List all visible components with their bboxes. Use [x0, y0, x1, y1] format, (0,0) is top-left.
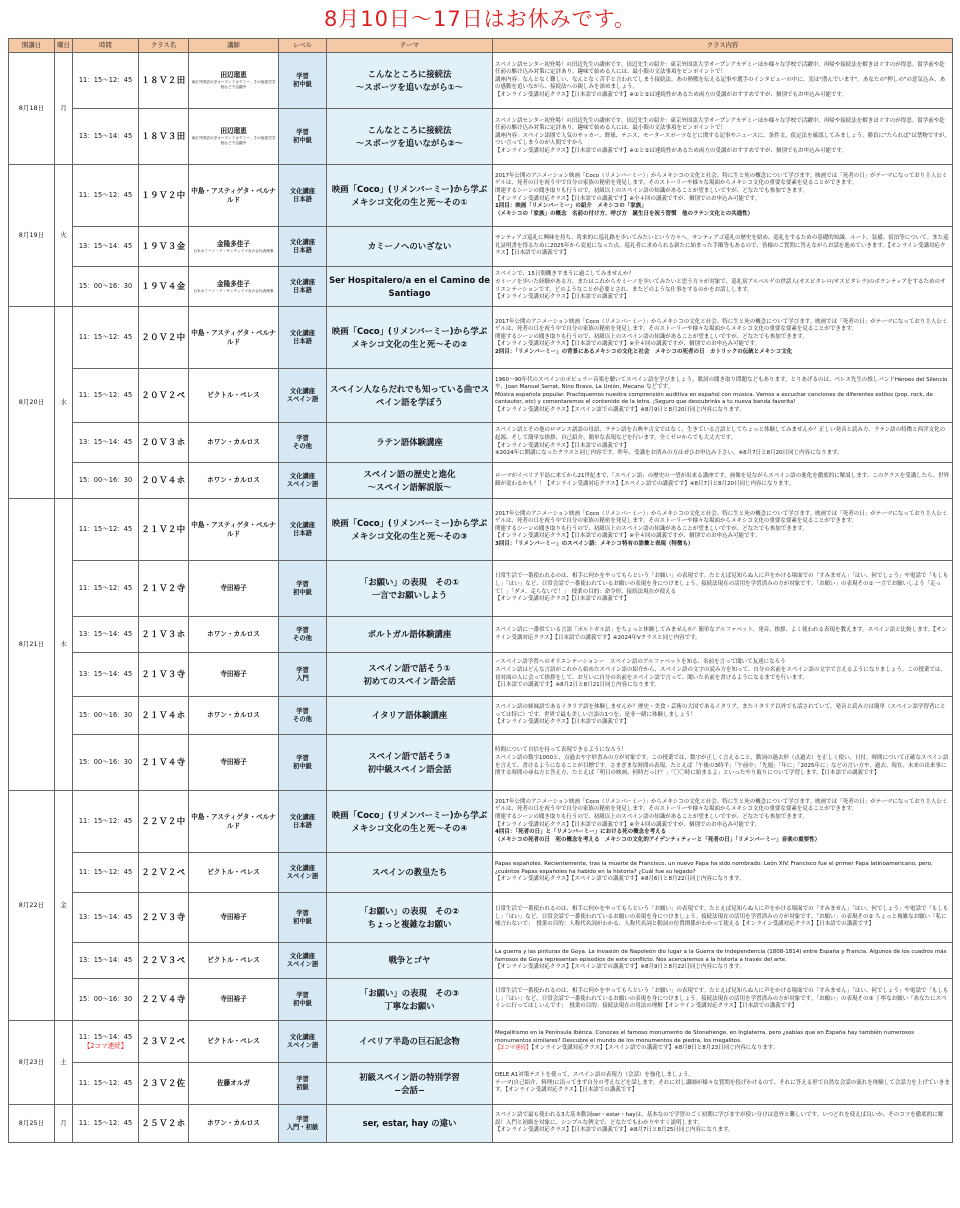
instructor-cell: [189, 617, 279, 653]
description-cell: [493, 943, 953, 979]
schedule-table: [8, 38, 953, 1143]
instructor-name: 寺田裕子: [220, 995, 247, 1004]
level-cell: 学習 初級: [279, 1063, 327, 1105]
instructor-cell: [189, 735, 279, 791]
description-text: Megalitismo en la Península Ibérica. Conoces el famoso monumento de Stonehenge, en Inglaterra, pero ¿sabías que en España hay también numerosos monumentos similares? Descubre el mundo de los monumentos de piedra, los megalitos.: [495, 1030, 915, 1044]
table-row: [9, 165, 953, 227]
description-text: Papas españoles. Recientemente, tras la muerte de Francisco, un nuevo Papa ha sido nombrado: León XIV. Francisco fue el primer Papa latinoamericano, pero, ¿cuántos Papas españoles ha habido en la historia? ¿Cuál fue su legado? 【オンライン受講対応クラス】【スペイン語での講義です】※8月6日と8月22日同じ内容になります。: [495, 861, 933, 883]
description-after: 【オンライン受講対応クラス】【スペイン語での講義です】※8月8日と8月23日同じ内容になります。: [531, 1045, 779, 1052]
theme-cell: ポルトガル語体験講座: [327, 617, 493, 653]
theme-cell: イタリア語体験講座: [327, 697, 493, 735]
theme-cell: ラテン語体験講座: [327, 423, 493, 463]
time-text: 15：00〜16：30: [78, 711, 133, 720]
weekday-cell: 木: [55, 499, 73, 791]
time-cell: [73, 423, 139, 463]
weekday-cell: 火: [55, 165, 73, 307]
description-text: 2017年公開のアニメーション映画「Coco（リメンバーミー）」からメキシコの文化と社会、特に生と死の概念について学びます。映画では「死者の日」がテーマになっており主人公ミゲルは、死者の日を祝う中で自分の家族の秘密を発見します。そのストーリーや様々な場面からメキシコ文化の重要な要素を見ることができます。 関連するシーンの聞き取りも行うので、初級以上のスペイン語の知識があることが望ましいですが、どなたでも参加できます。 【オンライン受講対応クラス】【日本語での講義です】※全４回の講義ですが、個別でのお申込み可能です。: [495, 510, 948, 540]
time-cell: [73, 853, 139, 893]
class-code: ２３Ｖ２ペ: [139, 1021, 189, 1063]
time-cell: [73, 499, 139, 561]
description-cell: [493, 697, 953, 735]
time-cell: [73, 653, 139, 697]
time-text: 11：15〜12：45: [78, 191, 133, 200]
theme-cell: 「お願い」の表現 その① 一言でお願いしよう: [327, 561, 493, 617]
instructor-cell: [189, 307, 279, 369]
description-cell: [493, 979, 953, 1021]
time-cell: [73, 53, 139, 109]
level-cell: 文化講座 日本語: [279, 267, 327, 307]
description-text: 日常生活で一番使われるのは、相手に何かをやってもらという「お願い」の表現です。たとえば見知らぬ人に声をかける場面での「すみません」「はい、何でしょう」や電話で「もしもし」「はい」など、日常会話で一番使われているお願いの表現を身につけましょう。接続法現在の活用を学習済みの方が対象です。「お願い」の表現その① 一言でお願いしよう「走って！」「ダメ、走らないで！」 授業の目的：命令形、接続法現在が使える 【オンライン受講対応クラス】【日本語での講義です】: [495, 573, 949, 603]
time-text: 11：15〜12：45: [78, 391, 133, 400]
class-code: ２０Ｖ４ホ: [139, 463, 189, 499]
schedule-body: [9, 53, 953, 1143]
table-row: [9, 735, 953, 791]
table-row: [9, 267, 953, 307]
instructor-name: ホワン・カルロス: [207, 711, 260, 720]
time-note: 【2コマ連続】: [83, 1041, 128, 1050]
theme-cell: 「お願い」の表現 その② ちょっと複雑なお願い: [327, 893, 493, 943]
table-row: [9, 617, 953, 653]
time-text: 11：15〜12：45: [78, 1079, 133, 1088]
weekday-cell: 土: [55, 1021, 73, 1105]
description-cell: [493, 165, 953, 227]
instructor-name: 中島・アスティゲタ・ベルナルド: [191, 813, 276, 830]
class-code: ２２Ｖ３ペ: [139, 943, 189, 979]
instructor-name: ホワン・カルロス: [207, 438, 260, 447]
instructor-name: 寺田裕子: [220, 913, 247, 922]
level-cell: 学習 初中級: [279, 109, 327, 165]
theme-cell: 戦争とゴヤ: [327, 943, 493, 979]
level-cell: 学習 初中級: [279, 893, 327, 943]
theme-cell: スペイン語で話そう① 初めてのスペイン語会話: [327, 653, 493, 697]
time-text: 11：15〜12：45: [78, 525, 133, 534]
weekday-cell: 金: [55, 791, 73, 1021]
instructor-cell: [189, 369, 279, 423]
header-row: [9, 39, 953, 53]
description-cell: [493, 267, 953, 307]
instructor-affiliation: 日本カミーノ・デ・サンティアゴ友の会代表理事: [193, 288, 274, 293]
instructor-affiliation: 東京外国語大学オープンアカデミー、その他語学学校などで活躍中: [191, 136, 276, 146]
table-row: [9, 109, 953, 165]
level-cell: 学習 その他: [279, 423, 327, 463]
table-row: [9, 791, 953, 853]
instructor-name: 田辺瑠恵: [220, 127, 247, 136]
level-cell: 学習 入門: [279, 653, 327, 697]
instructor-cell: [189, 893, 279, 943]
time-cell: [73, 697, 139, 735]
weekday-cell: 月: [55, 1105, 73, 1143]
instructor-cell: [189, 1063, 279, 1105]
level-cell: 文化講座 日本語: [279, 165, 327, 227]
instructor-cell: [189, 499, 279, 561]
header-time: 時間: [73, 39, 139, 53]
time-cell: [73, 463, 139, 499]
description-text: 2017年公開のアニメーション映画「Coco（リメンバーミー）」からメキシコの文化と社会、特に生と死の概念について学びます。映画では「死者の日」がテーマになっており主人公ミゲルは、死者の日を祝う中で自分の家族の秘密を発見します。そのストーリーや様々な場面からメキシコ文化の重要な要素を見ることができます。 関連するシーンの聞き取りも行うので、初級以上のスペイン語の知識があることが望ましいですが、どなたでも参加できます。 【オンライン受講対応クラス】【日本語での講義です】※全４回の講義ですが、個別でのお申込み可能です。: [495, 172, 948, 202]
time-cell: [73, 561, 139, 617]
instructor-name: 金隆多佳子: [217, 239, 250, 248]
time-cell: [73, 735, 139, 791]
instructor-cell: [189, 267, 279, 307]
date-cell: 8月23日: [9, 1021, 55, 1105]
level-cell: 学習 初中級: [279, 735, 327, 791]
instructor-name: 寺田裕子: [220, 758, 247, 767]
instructor-name: 中島・アスティゲタ・ベルナルド: [191, 329, 276, 346]
table-row: [9, 227, 953, 267]
class-code: １９Ｖ４金: [139, 267, 189, 307]
holiday-notice: 8月10日〜17日はお休みです。: [323, 7, 637, 31]
class-code: ２５Ｖ２ホ: [139, 1105, 189, 1143]
description-cell: [493, 423, 953, 463]
level-cell: 学習 入門・初級: [279, 1105, 327, 1143]
time-text: 13：15〜14：45: [78, 242, 133, 251]
description-text: DELE A1対策テストを使って、スペイン語の表現力（会話）を強化しましょう。 テーマ(自己紹介、料理)に沿ってまず自分の考えなどを話します。それに対し講師が様々な質問を投げかけるので、それに答える形で自然な会話の流れを体験して会話力を上げていきます。【オンライン受講対応クラス】【日本語での講義です】: [495, 1072, 950, 1094]
instructor-cell: [189, 561, 279, 617]
level-cell: 文化講座 日本語: [279, 307, 327, 369]
level-cell: 文化講座 スペイン語: [279, 1021, 327, 1063]
instructor-cell: [189, 979, 279, 1021]
time-text: 13：15〜14：45: [78, 956, 133, 965]
description-cell: [493, 893, 953, 943]
theme-cell: Ser Hospitalero/a en el Camino de Santiago: [327, 267, 493, 307]
class-code: １９Ｖ３金: [139, 227, 189, 267]
instructor-cell: [189, 1105, 279, 1143]
time-text: 13：15〜14：45: [78, 438, 133, 447]
class-code: ２１Ｖ３ホ: [139, 617, 189, 653]
description-highlight: 3回目：「リメンバーミー」のスペイン語：メキシコ特有の語彙と表現（特徴も）: [495, 540, 694, 547]
time-text: 15：00〜16：30: [78, 758, 133, 767]
description-text: サンティアゴ巡礼に興味を持ち、将来的に巡礼路を歩いてみたいという方々へ。サンティアゴ巡礼の歴史を紐め、巡礼をするための基礎的知識、ルート、装備、宿泊等について。また巡礼証明書を得るために2025年から変更になった点、巡礼者に求められる新たに始まった手順等もあるので、皆様のご質問に答えながらお話を進めていきます。【オンライン受講対応クラス】【日本語での講義です】: [495, 235, 949, 257]
instructor-name: ビクトル・ペレス: [207, 868, 260, 877]
instructor-affiliation: 日本カミーノ・デ・サンティアゴ友の会代表理事: [193, 248, 274, 253]
description-cell: [493, 109, 953, 165]
time-text: 11：15〜12：45: [78, 868, 133, 877]
date-cell: 8月25日: [9, 1105, 55, 1143]
description-cell: [493, 463, 953, 499]
level-cell: 文化講座 日本語: [279, 791, 327, 853]
date-cell: 8月21日: [9, 499, 55, 791]
theme-cell: ser, estar, hay の違い: [327, 1105, 493, 1143]
instructor-cell: [189, 943, 279, 979]
description-text: 時間について自信を持って表現できるようになろう！ スペイン語の数字1000と、点過去や字形書みの方が対象です。この授業では、数字が正しく言えること、動詞の過去形（点過去）を正しく使い、日付、時間について正確なスペイン語を言えて、書けるようになることが目標です。さまざまな時間の表現、たとえば「午後の3時半」「午前中」「先週」「年に」「2025年に」などの言い方や、過去、現在、未来の出来事に関する時間の尋ね方と答え方、たとえば「明日の映画、何時だっけ？」「〇〇時に始まるよ」といったやり取りについて学習します。【日本語での講義です】: [495, 747, 949, 777]
time-cell: [73, 165, 139, 227]
description-text: 2017年公開のアニメーション映画「Coco（リメンバーミー）」からメキシコの文化と社会、特に生と死の概念について学びます。映画では「死者の日」がテーマになっており主人公ミゲルは、死者の日を祝う中で自分の家族の秘密を発見します。そのストーリーや様々な場面からメキシコ文化の重要な要素を見ることができます。 関連するシーンの聞き取りも行うので、初級以上のスペイン語の知識があることが望ましいですが、どなたでも参加できます。 【オンライン受講対応クラス】【日本語での講義です】※全４回の講義ですが、個別でのお申込み可能です。: [495, 318, 948, 348]
weekday-cell: 水: [55, 307, 73, 499]
instructor-cell: [189, 853, 279, 893]
time-cell: [73, 943, 139, 979]
class-code: ２１Ｖ４寺: [139, 735, 189, 791]
instructor-cell: [189, 463, 279, 499]
level-cell: 学習 その他: [279, 617, 327, 653]
time-cell: [73, 617, 139, 653]
level-cell: 文化講座 スペイン語: [279, 853, 327, 893]
theme-cell: 映画「Coco」(リメンバーミー)から学ぶ メキシコ文化の生と死〜その①: [327, 165, 493, 227]
description-cell: [493, 617, 953, 653]
instructor-name: ビクトル・ペレス: [207, 956, 260, 965]
theme-cell: 映画「Coco」(リメンバーミー)から学ぶ メキシコ文化の生と死〜その②: [327, 307, 493, 369]
level-cell: 学習 初中級: [279, 53, 327, 109]
description-cell: [493, 499, 953, 561]
time-cell: [73, 979, 139, 1021]
theme-cell: 映画「Coco」(リメンバーミー)から学ぶ メキシコ文化の生と死〜その③: [327, 499, 493, 561]
description-cell: [493, 853, 953, 893]
time-cell: [73, 267, 139, 307]
description-text: ースペイン語学習へのオリエンテーションー スペイン語のアルファベットを知る、名前を言って聞いて友達になろう スペイン語はどんな言語がこれから始めたスペイン語の紹介から、スペイン語の文字の読み方を知って、自分の名前をスペイン語の文字で言えるようになりましょう。この授業では、初対面の人に会って挨拶をして、お互いに自分の名前をスペイン語で言って、聞いた名前を書けるようになるまでを行います。 【日本語での講義です】※8月2日と8月21日同じ内容になります。: [495, 659, 946, 689]
description-text: スペインで、15日間働きすまうに過ごしてみませんか？ カミーノを歩いた経験がある方、またはこれからカミーノを歩いてみたいと思う方々が対象で、巡礼宿アルベルゲの世話人(オスピタレロ/オスピタレラ)のボランティアをするためのオリエンテーションです。どのようなことが必要とされ、またどのような仕事をするのかをお話しします。 【オンライン受講対応クラス】【日本語での講義です】: [495, 271, 946, 301]
instructor-name: 寺田裕子: [220, 670, 247, 679]
class-code: ２０Ｖ２ペ: [139, 369, 189, 423]
level-cell: 学習 初中級: [279, 979, 327, 1021]
description-text: 日常生活で一番使われるのは、相手に何かをやってもらという「お願い」の表現です。たとえば見知らぬ人に声をかける場面での「すみません」「はい、何でしょう」や電話で「もしもし」「はい」など、日常会話で一番使われているお願いの表現を身につけましょう。接続法現在の活用を学習済みの方が対象です。「お願い」の表現その② ちょっと複雑なお願い「私に嘘言わないで」 授業の目的：人称代名詞がわかる、人称代名詞と動詞の位置関係がわかって使える【オンライン受講対応クラス】【日本語での講義です】: [495, 906, 949, 928]
instructor-cell: [189, 423, 279, 463]
time-text: 11：15〜12：45: [78, 333, 133, 342]
class-code: ２１Ｖ３寺: [139, 653, 189, 697]
instructor-cell: [189, 165, 279, 227]
class-code: １８Ｖ３田: [139, 109, 189, 165]
time-text: 13：15〜14：45: [78, 630, 133, 639]
table-row: [9, 893, 953, 943]
table-row: [9, 307, 953, 369]
table-row: [9, 369, 953, 423]
time-text: 15：00〜16：30: [78, 995, 133, 1004]
description-cell: [493, 1063, 953, 1105]
table-row: [9, 979, 953, 1021]
time-text: 13：15〜14：45: [78, 132, 133, 141]
table-row: [9, 463, 953, 499]
description-cell: [493, 1105, 953, 1143]
date-cell: 8月20日: [9, 307, 55, 499]
instructor-name: 中島・アスティゲタ・ベルナルド: [191, 521, 276, 538]
theme-cell: スペイン語で話そう③ 初中級スペイン語会話: [327, 735, 493, 791]
instructor-name: 寺田裕子: [220, 584, 247, 593]
description-text: スペイン語に一番似ている言語「ポルトガル語」をちょっと体験してみませんか？簡単なアルファベット、発音、挨拶、よく使われる表現を教えます。スペイン語と比較します。【オンライン受講対応クラス】【日本語での講義です】※2024年Vクラスと同じ内容です。: [495, 626, 947, 641]
instructor-cell: [189, 1021, 279, 1063]
theme-cell: 映画「Coco」(リメンバーミー)から学ぶ メキシコ文化の生と死〜その④: [327, 791, 493, 853]
instructor-affiliation: 東京外国語大学オープンアカデミー、その他語学学校などで活躍中: [191, 80, 276, 90]
theme-cell: こんなところに接続法 〜スポーツを追いながら②〜: [327, 109, 493, 165]
description-text: スペイン語の姉妹語であるイタリア語を体験しませんか？歴史・美食・芸術の大国であるイタリア、またイタリア以外でも話されていて、発音と読み方は簡単（スペイン語学習者にとっては特に）です。世界で最も美しい言語の1つを、是非一緒に体験しましょう！ 【オンライン受講対応クラス】【日本語での講義です】: [495, 704, 946, 726]
date-cell: 8月18日: [9, 53, 55, 165]
time-cell: [73, 1063, 139, 1105]
instructor-cell: [189, 653, 279, 697]
theme-cell: カミーノへのいざない: [327, 227, 493, 267]
time-text: 11：15〜12：45: [78, 817, 133, 826]
header-class: クラス名: [139, 39, 189, 53]
table-row: [9, 853, 953, 893]
description-text: スペイン語センター初登場！の田辺先生の講座です。田辺先生の紹介：東京外国語大学オープンアカデミーほか様々な学校で活躍中。再帰や接続法を解きほぐすのが得意。留学前や赴任前の駆け込み対策に定評あり。趣味で始める人には、最小限の文法事項をピンポイントで！ 講座内容：スペイン語圏で人気のサッカー、野球、テニス、モータースポーツなどに関する記事やニュースに、条件文、仮定法を確認してみましょう。勝負に"たられば"は禁物ですが、つい言ってしまうのが人間ですから 【オンライン受講対応クラス】【日本語での講義です】※①と②は連続性があるため両方の受講がおすすめですが、個別でもお申込み可能です。: [495, 117, 950, 154]
description-cell: [493, 53, 953, 109]
description-text: ローマがイベリア半島に来てから21世紀まで、「スペイン語」の歴史の一望が出来る講座です。画像を見ながらスペイン語の進化を徹底的に解説します。このクラスを受講したら、世界観が変わるかも？！【オンライン受講対応クラス】【スペイン語での講義です】※8月7日と8月20日同じ内容になります。: [495, 472, 950, 487]
time-text: 13：15〜14：45: [78, 913, 133, 922]
time-cell: [73, 369, 139, 423]
header-content: クラス内容: [493, 39, 953, 53]
time-cell: [73, 791, 139, 853]
description-cell: [493, 1021, 953, 1063]
description-cell: [493, 735, 953, 791]
level-cell: 文化講座 スペイン語: [279, 943, 327, 979]
header-weekday: 曜日: [55, 39, 73, 53]
weekday-cell: 月: [55, 53, 73, 165]
instructor-cell: [189, 109, 279, 165]
description-text: スペイン語で最も使われる3大基本動詞ser・estar・hayは、基本なので学習のごく初期に学びますが使い分けは意外と難しいです。いつどれを使えば良いか、そのコツを徹底的に解説！入門と初級を対象に、シンプルな例文で、どなたでもわかりやすく説明します。 【オンライン受講対応クラス】【日本語での講義です】※8月7日と8月25日同じ内容になります。: [495, 1112, 944, 1134]
theme-cell: イベリア半島の巨石記念物: [327, 1021, 493, 1063]
description-cell: [493, 227, 953, 267]
instructor-cell: [189, 791, 279, 853]
time-text: 15：00〜16：30: [78, 282, 133, 291]
table-row: [9, 653, 953, 697]
time-text: 13：15〜14：45: [78, 670, 133, 679]
table-row: [9, 1105, 953, 1143]
class-code: ２２Ｖ２ペ: [139, 853, 189, 893]
description-text: 2017年公開のアニメーション映画「Coco（リメンバーミー）」からメキシコの文化と社会、特に生と死の概念について学びます。映画では「死者の日」がテーマになっており主人公ミゲルは、死者の日を祝う中で自分の家族の秘密を発見します。そのストーリーや様々な場面からメキシコ文化の重要な要素を見ることができます。 関連するシーンの聞き取りも行うので、初級以上のスペイン語の知識があることが望ましいですが、どなたでも参加できます。 【オンライン受講対応クラス】【日本語での講義です】※全４回の講義ですが、個別でのお申込み可能です。: [495, 798, 948, 828]
time-text: 11：15〜12：45: [78, 1119, 133, 1128]
description-cell: [493, 561, 953, 617]
class-code: ２１Ｖ２寺: [139, 561, 189, 617]
table-row: [9, 423, 953, 463]
description-text: 1960〜90年代のスペインのポピュラー音楽を聴いてスペイン語を学びましょう。歌詞の聞き取り問題などもあります。とりあげるのは、ペレス先生の推しバンドHéroes del Silencioや、Joan Manuel Serrat, Nino Bravo, La Unión, Mecano などです。 Música española popular. Practiquemos nuestra comprensión auditiva en español con música. Vamos a escuchar canciones de diferentes estilos (pop, rock, de cantautor, etc) y comentaremos el contenido de la letra. ¡Seguro que descubrirás a tu nueva banda favorita! 【オンライン受講対応クラス】【スペイン語での講義です】※8月9日と8月20日同じ内容になります。: [495, 376, 948, 413]
time-cell: [73, 1021, 139, 1063]
instructor-cell: [189, 697, 279, 735]
time-cell: [73, 227, 139, 267]
description-note: 【2コマ連続】: [495, 1045, 532, 1052]
time-text: 11：15〜14：45: [78, 1033, 133, 1042]
instructor-cell: [189, 227, 279, 267]
time-text: 15：00〜16：30: [78, 476, 133, 485]
table-row: [9, 943, 953, 979]
time-cell: [73, 893, 139, 943]
header-level: レベル: [279, 39, 327, 53]
time-text: 11：15〜12：45: [78, 76, 133, 85]
class-code: ２０Ｖ３ホ: [139, 423, 189, 463]
instructor-name: ホワン・カルロス: [207, 630, 260, 639]
theme-cell: スペインの教皇たち: [327, 853, 493, 893]
table-row: [9, 1063, 953, 1105]
class-code: １９Ｖ２中: [139, 165, 189, 227]
theme-cell: 「お願い」の表現 その③ 丁寧なお願い: [327, 979, 493, 1021]
theme-cell: こんなところに接続法 〜スポーツを追いながら①〜: [327, 53, 493, 109]
description-cell: [493, 369, 953, 423]
description-highlight: 2回目：「リメンバーミー」の背景にあるメキシコの文化と社会 メキシコの死者の日 カトリックの伝統とメキシコ文化: [495, 348, 793, 355]
level-cell: 文化講座 スペイン語: [279, 463, 327, 499]
time-cell: [73, 1105, 139, 1143]
table-row: [9, 499, 953, 561]
table-row: [9, 697, 953, 735]
level-cell: 学習 その他: [279, 697, 327, 735]
instructor-cell: [189, 53, 279, 109]
date-cell: 8月19日: [9, 165, 55, 307]
level-cell: 文化講座 日本語: [279, 227, 327, 267]
instructor-name: ビクトル・ペレス: [207, 391, 260, 400]
class-code: ２０Ｖ２中: [139, 307, 189, 369]
description-text: 日常生活で一番使われるのは、相手に何かをやってもらという「お願い」の表現です。たとえば見知らぬ人に声をかける場面での「すみません」「はい、何でしょう」や電話で「もしもし」「はい」など、日常会話で一番使われているお願いの表現を身につけましょう。接続法現在の活用を学習済みの方が対象です。「お願い」の表現その③ 丁寧なお願い「あなたにスペインに行ってほしいんです」 授業の目的：接続法現在の用法の理解【オンライン受講対応クラス】【日本語での講義です】: [495, 988, 949, 1010]
class-code: ２２Ｖ４寺: [139, 979, 189, 1021]
instructor-name: ビクトル・ペレス: [207, 1037, 260, 1046]
level-cell: 学習 初中級: [279, 561, 327, 617]
theme-cell: スペイン語の歴史と進化 〜スペイン語解説版〜: [327, 463, 493, 499]
description-highlight: 4回目：「死者の日」と「リメンバーミー」における死の概念を考える （メキシコの死者の日 死の概念を考える メキシコの文化的アイデンティティーと「死者の日」「リメンバーミー」音楽の重要性）: [495, 829, 821, 843]
class-code: ２３Ｖ２佐: [139, 1063, 189, 1105]
theme-cell: スペイン人ならだれでも知っている曲でス ペイン語を学ぼう: [327, 369, 493, 423]
level-cell: 文化講座 日本語: [279, 499, 327, 561]
header-theme: テーマ: [327, 39, 493, 53]
table-row: [9, 53, 953, 109]
description-cell: [493, 653, 953, 697]
class-code: ２２Ｖ２中: [139, 791, 189, 853]
class-code: ２１Ｖ４ホ: [139, 697, 189, 735]
time-cell: [73, 307, 139, 369]
description-cell: [493, 307, 953, 369]
header-instructor: 講師: [189, 39, 279, 53]
time-text: 11：15〜12：45: [78, 584, 133, 593]
instructor-name: 田辺瑠恵: [220, 71, 247, 80]
theme-cell: 初級スペイン語の特別学習 −会話−: [327, 1063, 493, 1105]
class-code: ２２Ｖ３寺: [139, 893, 189, 943]
table-row: [9, 1021, 953, 1063]
date-cell: 8月22日: [9, 791, 55, 1021]
description-text: スペイン語とその他のロマンス諸語の母語、ラテン語を古典や古文ではなく、生きている言語としてちょっと体験してみませんか？正しい発音と読み方、ラテン語の特徴と西洋文化の起源、そして簡単な挨拶、自己紹介、簡単な表現などを行います。全くゼロからでも大丈夫です。 【オンライン受講対応クラス】【日本語での講義です】 ※2024年に開講になったクラスと同じ内容です。昨年、受講をお済みの方はぜひお申込み下さい。※8月7日と8月20日同じ内容になります。: [495, 427, 946, 457]
class-code: １８Ｖ２田: [139, 53, 189, 109]
instructor-name: ホワン・カルロス: [207, 476, 260, 485]
instructor-name: ホワン・カルロス: [207, 1119, 260, 1128]
level-cell: 文化講座 スペイン語: [279, 369, 327, 423]
instructor-name: 佐藤オルガ: [217, 1079, 250, 1088]
header-date: 開講日: [9, 39, 55, 53]
time-cell: [73, 109, 139, 165]
description-cell: [493, 791, 953, 853]
table-row: [9, 561, 953, 617]
description-text: La guerra y las pinturas de Goya. La invasión de Napoleón dio lugar a la Guerra de Independencia (1808-1814) entre España y Francia. Algunos de los cuadros más famosos de Goya representan episodios de este conflicto. Nos acercaremos a la historia a través del arte. 【オンライン受講対応クラス】【スペイン語での講義です】※8月9日と8月22日同じ内容になります。: [495, 949, 947, 971]
description-note-line: [495, 1045, 950, 1053]
description-text: スペイン語センター初登場！の田辺先生の講座です。田辺先生の紹介：東京外国語大学オープンアカデミーほか様々な学校で活躍中。再帰や接続法を解きほぐすのが得意。留学前や赴任前の駆け込み対策に定評あり。趣味で始める人には、最小限の文法事項をピンポイントで！ 講座内容：なんとなく難しい、なんとなく苦手と言われてしまう接続法。あの熱戦を伝える記事や選手のインタビューの中に、実は"潜んでいます"。あなたの"押しの"の意気込み、あの感動を追いながら、接続法への親しみを深めましょう。 【オンライン受講対応クラス】【日本語での講義です】※①と②は連続性があるため両方の受講がおすすめですが、個別でもお申込み可能です。: [495, 61, 946, 98]
class-code: ２１Ｖ２中: [139, 499, 189, 561]
instructor-name: 中島・アスティゲタ・ベルナルド: [191, 187, 276, 204]
description-highlight: 1回目：映画「リメンバーミー」の紹介 メキシコの「家族」 （メキシコの「家族」の概念 名前の付け方、呼び方 誕生日を祝う習慣 他のラテン文化との共通性）: [495, 203, 754, 217]
instructor-name: 金隆多佳子: [217, 279, 250, 288]
